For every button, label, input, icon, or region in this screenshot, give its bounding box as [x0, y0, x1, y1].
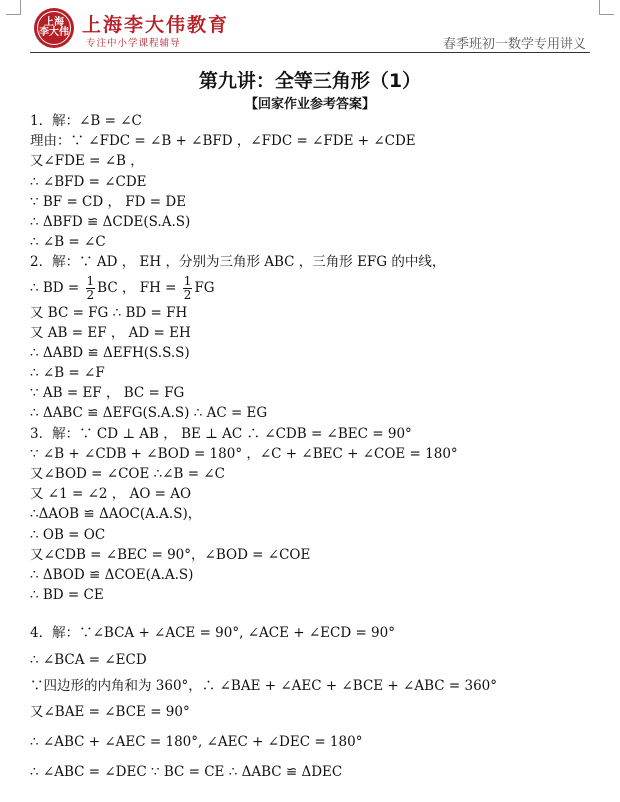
fraction	[183, 275, 193, 302]
page-header	[0, 0, 620, 56]
answer-line: 2．解：∵ AD ， EH ，分别为三角形 ABC ，三角形 EFG 的中线，	[30, 254, 446, 271]
fraction-line-part: FG	[194, 279, 215, 296]
logo-badge-top: 上海	[44, 17, 64, 28]
logo-slogan: 专注中小学课程辅导	[86, 38, 181, 49]
answer-body	[30, 111, 600, 782]
page-subtitle: 【回家作业参考答案】	[244, 97, 375, 112]
logo-badge-icon	[34, 8, 74, 48]
answer-line: 又∠FDE = ∠B ，	[30, 153, 144, 170]
fraction-denominator: 2	[183, 287, 192, 302]
answer-line: ∴ ∠B = ∠F	[30, 365, 105, 382]
fraction	[86, 275, 96, 302]
course-name: 春季班初一数学专用讲义	[442, 37, 586, 52]
answer-line: ∴ ∠ABC + ∠AEC = 180°, ∠AEC + ∠DEC = 180°	[30, 734, 363, 751]
answer-line: ∴ ∠BCA = ∠ECD	[30, 651, 147, 668]
logo-badge-bottom: 李大伟	[39, 27, 69, 38]
answer-line: ∴ ∠B = ∠C	[30, 234, 106, 251]
page-title: 第九讲：全等三角形（1）	[198, 70, 422, 92]
answer-line: ∴ ∠BFD = ∠CDE	[30, 173, 147, 190]
answer-line: 4．解：∵∠BCA + ∠ACE = 90°, ∠ACE + ∠ECD = 90°	[30, 625, 395, 642]
header-divider	[30, 52, 590, 53]
answer-line: 又∠BAE = ∠BCE = 90°	[30, 703, 190, 720]
answer-line: ∴ ∠ABC = ∠DEC ∵ BC = CE ∴ ΔABC ≌ ΔDEC	[30, 764, 343, 781]
fraction-denominator: 2	[86, 287, 95, 302]
answer-line: 又 BC = FG ∴ BD = FH	[30, 304, 188, 321]
answer-line: ∴ BD = CE	[30, 587, 104, 604]
fraction-line-part: ∴ BD =	[30, 279, 84, 296]
answer-line: ∴ΔAOB ≌ ΔAOC(A.A.S)，	[30, 506, 202, 523]
fraction-numerator: 1	[86, 273, 95, 288]
answer-line: ∵ ∠B + ∠CDB + ∠BOD = 180° ，∠C + ∠BEC + ∠COE = 180°	[30, 445, 458, 462]
answer-line: ∴ OB = OC	[30, 526, 106, 543]
answer-line: ∵ AB = EF ， BC = FG	[30, 385, 185, 402]
answer-line: 又∠BOD = ∠COE ∴∠B = ∠C	[30, 466, 225, 482]
fraction-line-part: BC ， FH =	[97, 279, 181, 296]
answer-line: ∴ ΔABC ≌ ΔEFG(S.A.S) ∴ AC = EG	[30, 405, 268, 422]
answer-line-fractions	[30, 273, 600, 303]
answer-line: ∴ ΔBFD ≌ ΔCDE(S.A.S)	[30, 213, 191, 230]
answer-line: ∵四边形的内角和为 360°，∴ ∠BAE + ∠AEC + ∠BCE + ∠ABC = 360°	[30, 677, 498, 694]
answer-line: 理由：∵ ∠FDC = ∠B + ∠BFD ，∠FDC = ∠FDE + ∠CDE	[30, 133, 416, 150]
answer-line: 3．解：∵ CD ⊥ AB ， BE ⊥ AC ∴ ∠CDB = ∠BEC = 90°	[30, 425, 412, 442]
answer-line: 1．解：∠B = ∠C	[30, 113, 142, 129]
answer-line: ∴ ΔBOD ≌ ΔCOE(A.A.S)	[30, 566, 194, 583]
answer-line: ∴ ΔABD ≌ ΔEFH(S.S.S)	[30, 344, 190, 361]
logo-name: 上海李大伟教育	[82, 14, 230, 36]
fraction-numerator: 1	[183, 273, 192, 288]
answer-line: 又∠CDB = ∠BEC = 90°，∠BOD = ∠COE	[30, 546, 311, 563]
answer-line: ∵ BF = CD ， FD = DE	[30, 193, 187, 210]
answer-line: 又 ∠1 = ∠2 ， AO = AO	[30, 486, 192, 503]
answer-line: 又 AB = EF ， AD = EH	[30, 324, 191, 341]
